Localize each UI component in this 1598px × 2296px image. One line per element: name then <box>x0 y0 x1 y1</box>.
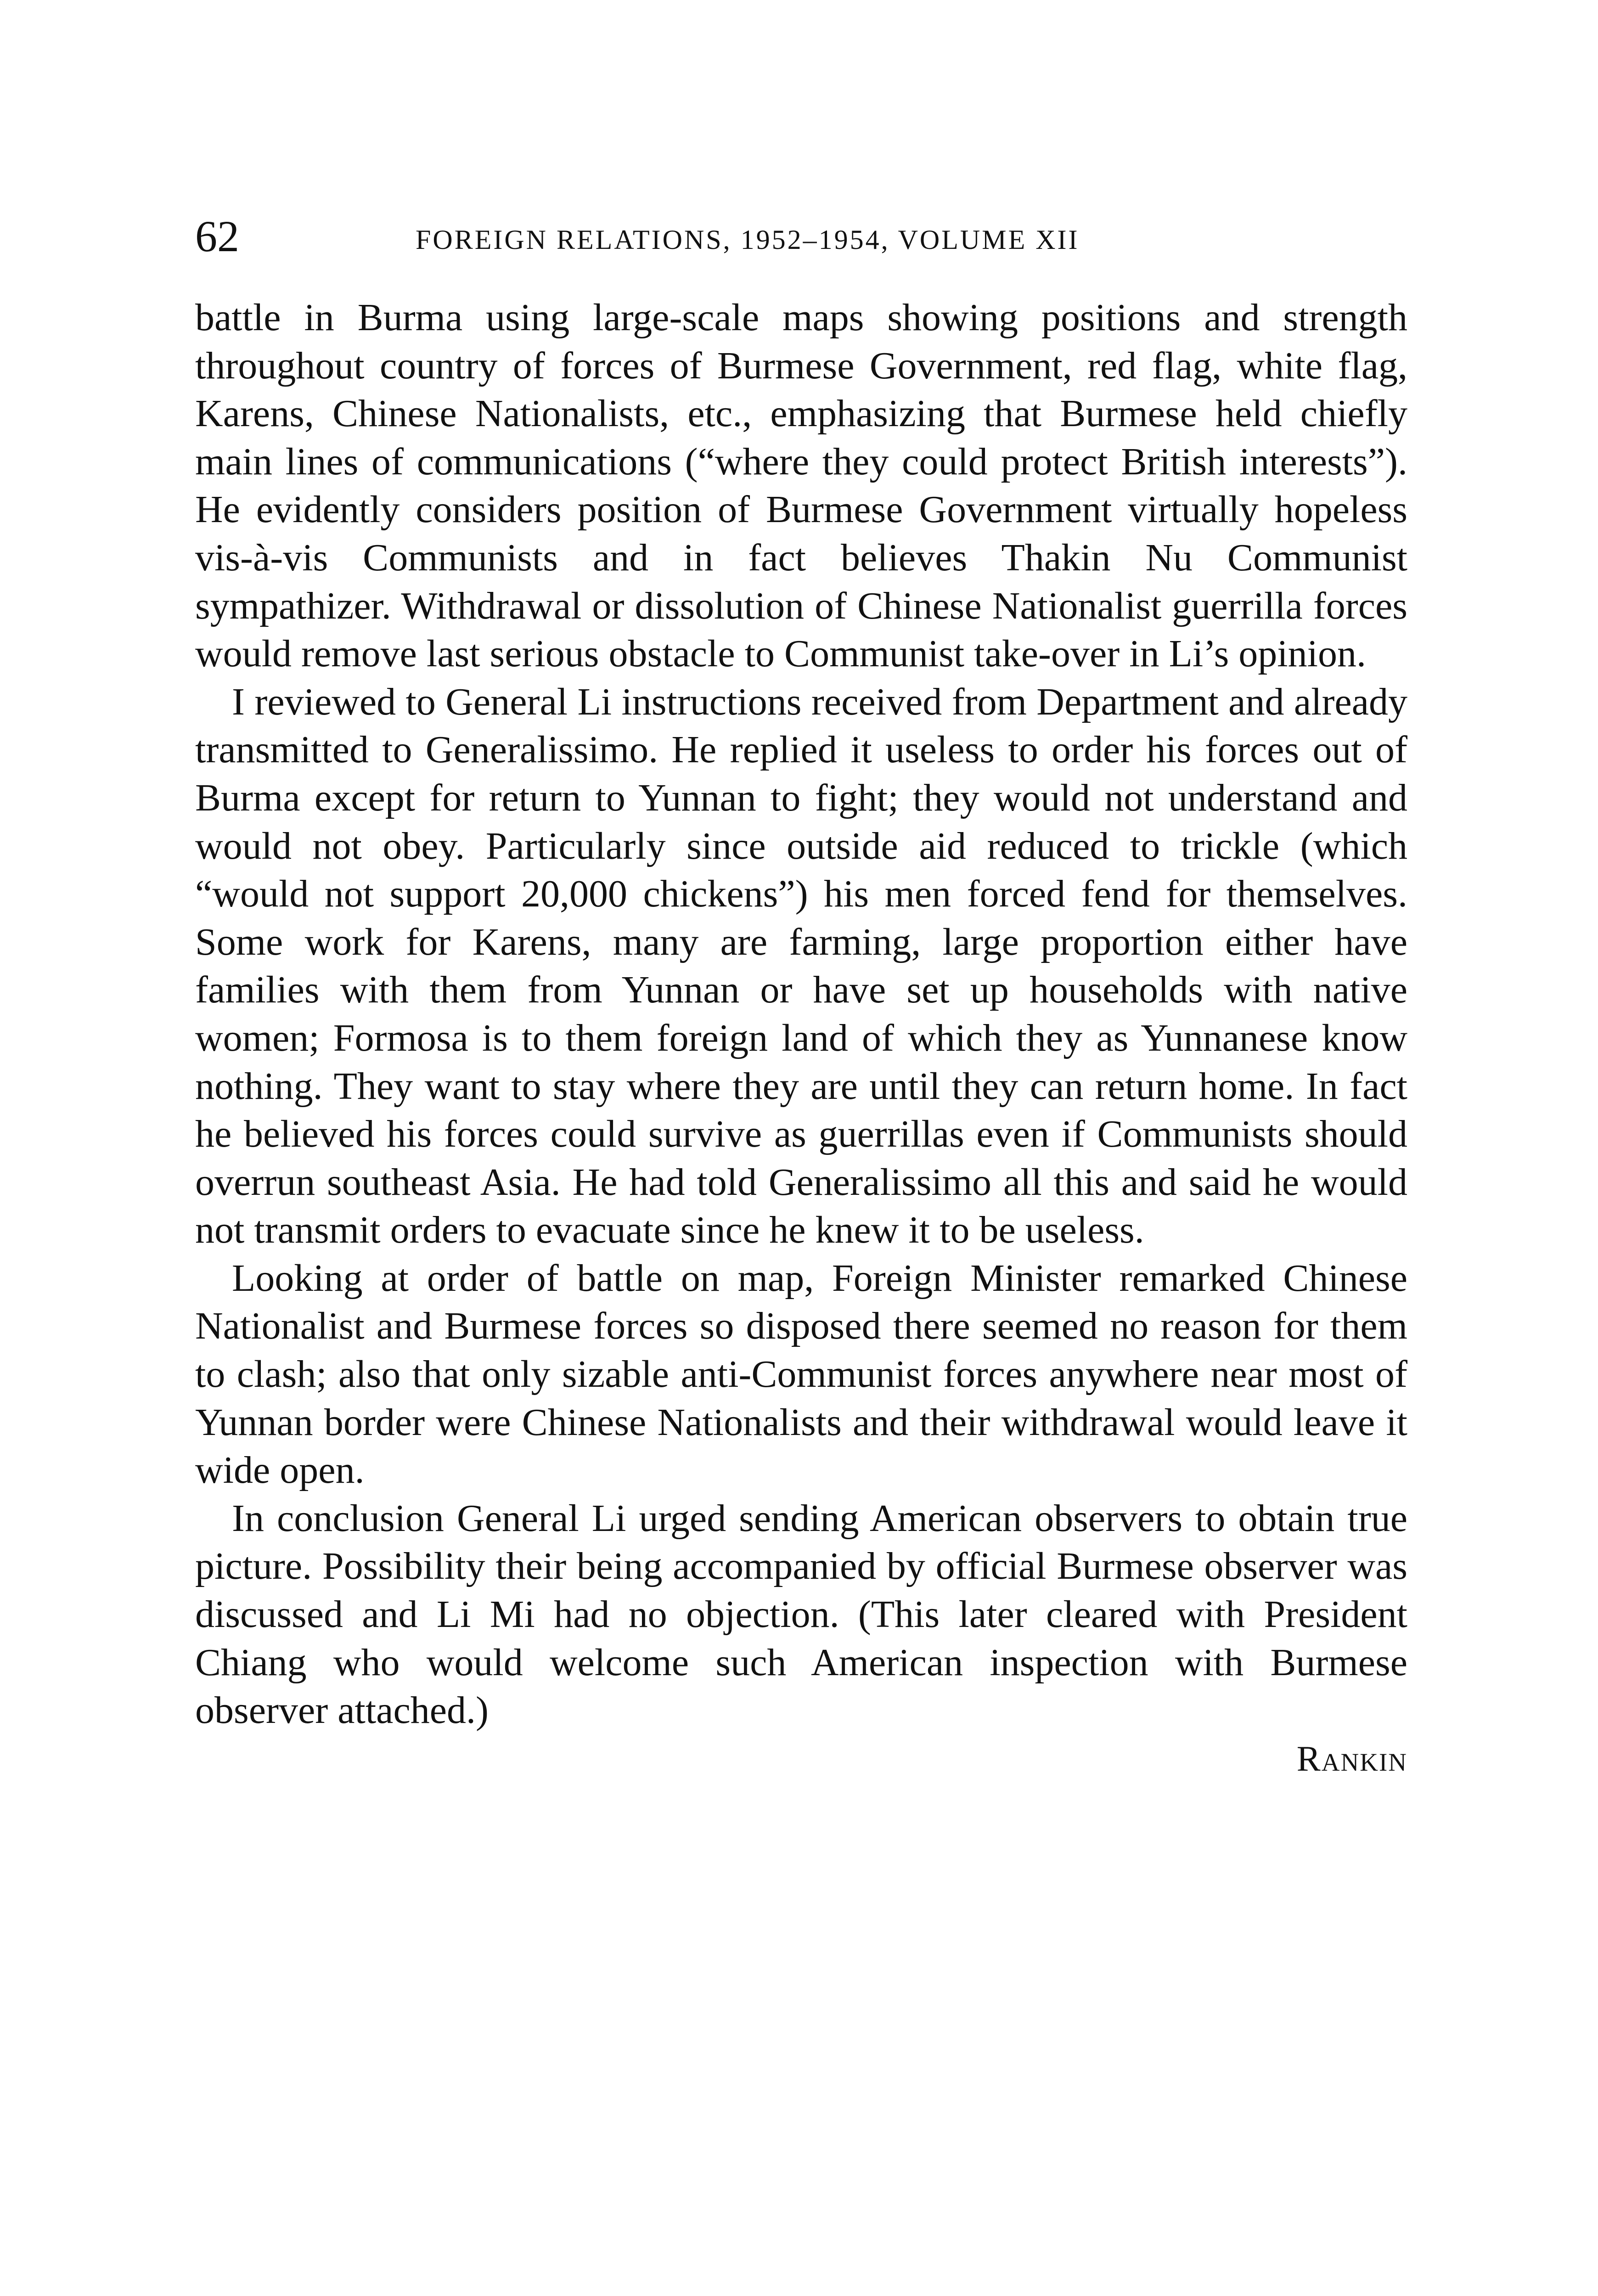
paragraph-2: I reviewed to General Li instructions received from Department and already transmitted to Generalissimo. He replied it useless to order his forces out of Burma except for return to Yunnan to fight; they would not understand and would not obey. Particularly since outside aid reduced to trickle (which “would not support 20,000 chickens”) his men forced fend for themselves. Some work for Karens, many are farming, large proportion either have families with them from Yunnan or have set up households with native women; Formosa is to them foreign land of which they as Yunnanese know nothing. They want to stay where they are until they can return home. In fact he believed his forces could survive as guerrillas even if Communists should overrun southeast Asia. He had told Generalissimo all this and said he would not transmit orders to evacuate since he knew it to be useless. <box>195 680 1407 1252</box>
page-number: 62 <box>195 212 239 261</box>
document-body <box>195 294 1407 1783</box>
page-header <box>195 209 1412 273</box>
signature: Rankin <box>1296 1738 1407 1778</box>
paragraph-4: In conclusion General Li urged sending American observers to obtain true picture. Possibility their being accompanied by official Burmese observer was discussed and Li Mi had no objection. (This later cleared with President Chiang who would welcome such American inspection with Burmese observer attached.) <box>195 1497 1407 1732</box>
paragraph-1: battle in Burma using large-scale maps showing positions and strength throughout country of forces of Burmese Government, red flag, white flag, Karens, Chinese Nationalists, etc., emphasizing that Burmese held chiefly main lines of communications (“where they could protect British interests”). He evidently considers position of Burmese Government virtually hopeless vis-à-vis Communists and in fact believes Thakin Nu Communist sympathizer. Withdrawal or dissolution of Chinese Nationalist guerrilla forces would remove last serious obstacle to Communist take-over in Li’s opinion. <box>195 296 1407 675</box>
running-head: FOREIGN RELATIONS, 1952–1954, VOLUME XII <box>416 225 1080 255</box>
paragraph-3: Looking at order of battle on map, Foreign Minister remarked Chinese Nationalist and Burmese forces so disposed there seemed no reason for them to clash; also that only sizable anti-Communist forces anywhere near most of Yunnan border were Chinese Nationalists and their withdrawal would leave it wide open. <box>195 1256 1407 1492</box>
